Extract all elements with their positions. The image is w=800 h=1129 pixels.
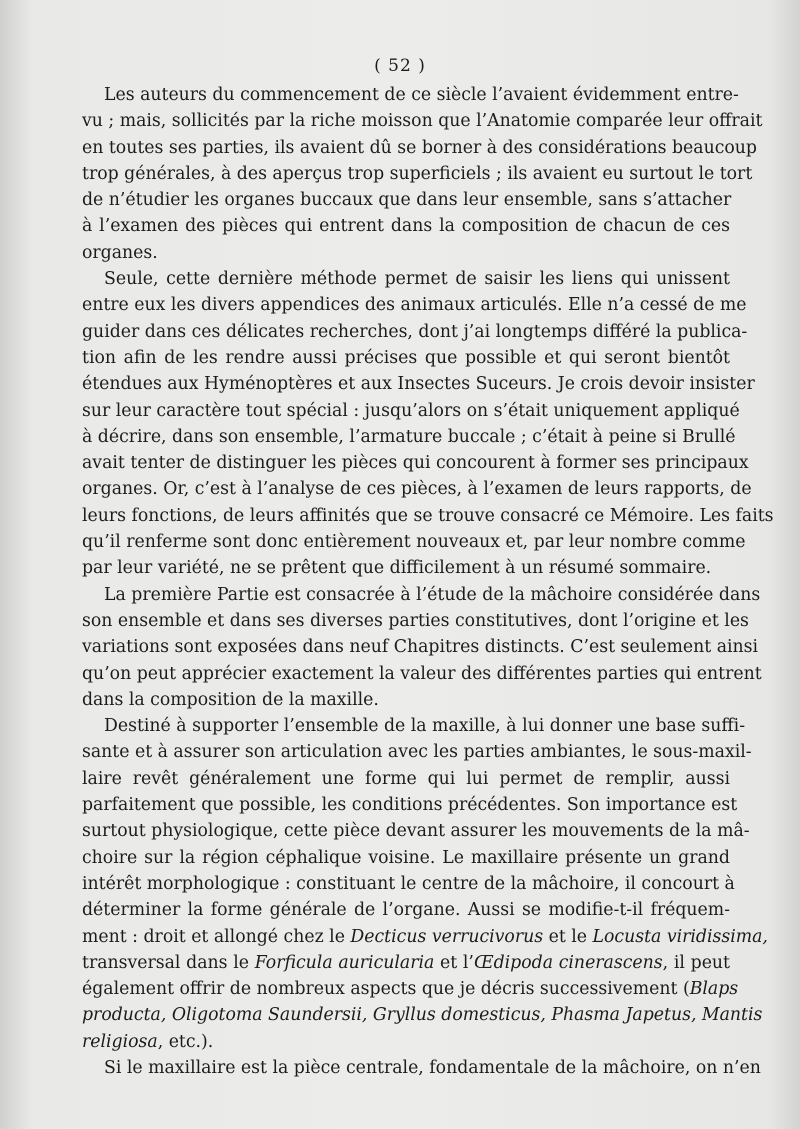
italic-text-segment: producta, Oligotoma Saundersii, Gryllus domesticus, Phasma Japetus, Mantis xyxy=(82,1005,763,1026)
text-segment: avait tenter de distinguer les pièces qui concourent à former ses principaux xyxy=(82,453,749,474)
text-line xyxy=(82,240,730,266)
text-line xyxy=(82,503,774,529)
text-line xyxy=(82,608,749,634)
text-segment: Seule, cette dernière méthode permet de saisir les liens qui unissent xyxy=(104,269,730,290)
text-segment: variations sont exposées dans neuf Chapitres distincts. C’est seulement ainsi xyxy=(82,637,759,658)
text-line xyxy=(82,108,763,134)
text-line xyxy=(82,924,768,950)
text-line xyxy=(82,792,738,818)
text-segment: sante et à assurer son articulation avec les parties ambiantes, le sous-maxil- xyxy=(82,742,752,763)
text-segment: guider dans ces délicates recherches, dont j’ai longtemps différé la publica- xyxy=(82,321,748,342)
italic-text-segment: Locusta viridissima, xyxy=(592,926,768,947)
text-segment: Si le maxillaire est la pièce centrale, fondamentale de la mâchoire, on n’en xyxy=(104,1057,761,1078)
text-segment: à l’examen des pièces qui entrent dans la composition de chacun de ces xyxy=(82,216,730,237)
text-segment: qu’on peut apprécier exactement la valeur des différentes parties qui entrent xyxy=(82,663,762,684)
text-segment: à décrire, dans son ensemble, l’armature buccale ; c’était à peine si Brullé xyxy=(82,426,736,447)
text-line xyxy=(82,187,730,213)
text-segment: leurs fonctions, de leurs affinités que se trouve consacré ce Mémoire. Les faits xyxy=(82,505,774,526)
italic-text-segment: religiosa xyxy=(82,1031,158,1052)
text-line xyxy=(82,135,757,161)
text-line xyxy=(82,476,752,502)
text-line xyxy=(82,161,753,187)
italic-text-segment: Forficula auricularia xyxy=(254,952,435,973)
italic-text-segment: Blaps xyxy=(689,979,739,1000)
text-segment: étendues aux Hyménoptères et aux Insectes Suceurs. Je crois devoir insister xyxy=(82,374,755,395)
text-line xyxy=(82,739,752,765)
text-segment: de n’étudier les organes buccaux que dans leur ensemble, sans s’attacher xyxy=(82,190,732,211)
text-segment: , il peut xyxy=(662,952,730,973)
text-line xyxy=(82,1002,763,1028)
text-segment: son ensemble et dans ses diverses parties constitutives, dont l’origine et les xyxy=(82,610,749,631)
italic-text-segment: Decticus verrucivorus xyxy=(350,926,544,947)
italic-text-segment: Œdipoda cinerascens xyxy=(473,952,663,973)
text-line xyxy=(82,950,730,976)
text-segment: et l’ xyxy=(434,952,474,973)
body-text xyxy=(82,82,774,1081)
text-line xyxy=(82,976,739,1002)
text-line xyxy=(82,1055,761,1081)
text-line xyxy=(82,424,736,450)
text-segment: La première Partie est consacrée à l’étude de la mâchoire considérée dans xyxy=(104,584,761,605)
text-line xyxy=(82,292,747,318)
text-line xyxy=(82,555,730,581)
text-line xyxy=(82,450,749,476)
text-segment: trop générales, à des aperçus trop superficiels ; ils avaient eu surtout le tort xyxy=(82,163,753,184)
text-line xyxy=(82,634,759,660)
text-line xyxy=(82,266,730,292)
text-line xyxy=(82,319,748,345)
text-segment: transversal dans le xyxy=(82,952,255,973)
text-segment: laire revêt généralement une forme qui lui permet de remplir, aussi xyxy=(82,768,730,789)
text-segment: tion afin de les rendre aussi précises que possible et qui seront bientôt xyxy=(82,347,730,368)
text-line xyxy=(82,82,739,108)
text-segment: ment : droit et allongé chez le xyxy=(82,926,351,947)
text-line xyxy=(82,371,755,397)
text-segment: Destiné à supporter l’ensemble de la maxille, à lui donner une base suffi- xyxy=(104,716,746,737)
text-segment: qu’il renferme sont donc entièrement nouveaux et, par leur nombre comme xyxy=(82,532,746,553)
page-number: ( 52 ) xyxy=(374,56,426,76)
text-segment: entre eux les divers appendices des animaux articulés. Elle n’a cessé de me xyxy=(82,295,747,316)
text-segment: en toutes ses parties, ils avaient dû se borner à des considérations beaucoup xyxy=(82,137,757,158)
text-segment: sur leur caractère tout spécial : jusqu’alors on s’était uniquement appliqué xyxy=(82,400,740,421)
text-line xyxy=(82,871,735,897)
text-line xyxy=(82,582,761,608)
text-segment: Les auteurs du commencement de ce siècle l’avaient évidemment entre- xyxy=(104,85,739,105)
text-line xyxy=(82,766,730,792)
text-segment: déterminer la forme générale de l’organe. Aussi se modifie-t-il fréquem- xyxy=(82,900,730,921)
text-segment: organes. Or, c’est à l’analyse de ces pièces, à l’examen de leurs rapports, de xyxy=(82,479,752,500)
text-segment: par leur variété, ne se prêtent que difficilement à un résumé sommaire. xyxy=(82,558,712,579)
text-line xyxy=(82,687,730,713)
text-segment: , etc.). xyxy=(157,1031,214,1052)
text-segment: et le xyxy=(543,926,593,947)
text-segment: également offrir de nombreux aspects que je décris successivement ( xyxy=(82,979,690,1000)
text-line xyxy=(82,398,740,424)
text-line xyxy=(82,345,730,371)
text-line xyxy=(82,213,730,239)
text-line xyxy=(82,713,746,739)
text-line xyxy=(82,818,750,844)
text-segment: dans la composition de la maxille. xyxy=(82,689,379,710)
text-line xyxy=(82,845,730,871)
text-segment: vu ; mais, sollicités par la riche moisson que l’Anatomie comparée leur offrait xyxy=(82,111,763,132)
text-segment: intérêt morphologique : constituant le centre de la mâchoire, il concourt à xyxy=(82,873,735,894)
text-line xyxy=(82,897,730,923)
text-segment: parfaitement que possible, les conditions précédentes. Son importance est xyxy=(82,795,738,816)
text-line xyxy=(82,529,746,555)
text-segment: organes. xyxy=(82,242,158,263)
text-segment: surtout physiologique, cette pièce devant assurer les mouvements de la mâ- xyxy=(82,821,750,842)
text-line xyxy=(82,661,762,687)
text-line xyxy=(82,1029,730,1055)
text-segment: choire sur la région céphalique voisine. Le maxillaire présente un grand xyxy=(82,847,730,868)
